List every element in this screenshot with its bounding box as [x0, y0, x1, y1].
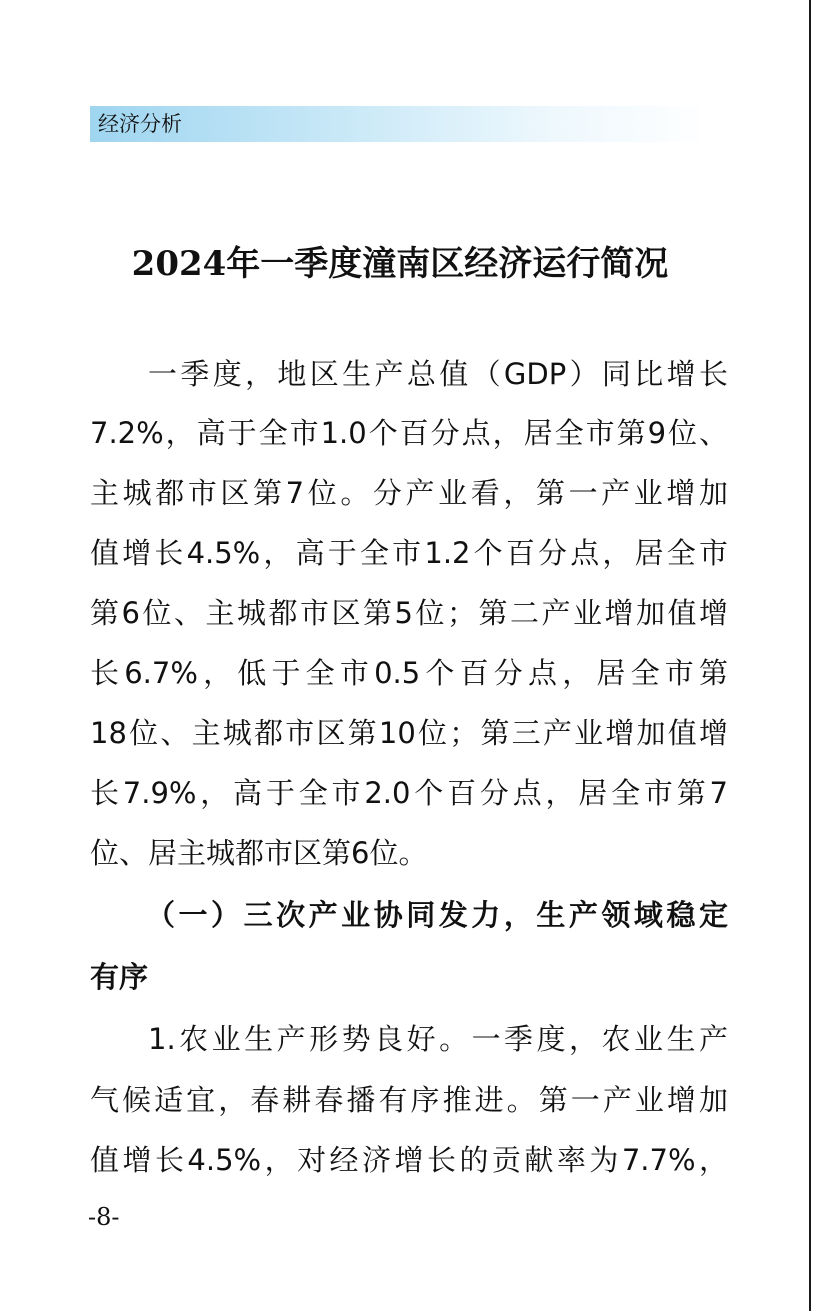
text-line: 值增长4.5%，对经济增长的贡献率为7.7%， [90, 1143, 728, 1177]
section-header-band [90, 106, 710, 142]
page-number: -8- [88, 1203, 120, 1231]
article-title: 2024年一季度潼南区经济运行简况 [131, 244, 669, 284]
text-line: 7.2%，高于全市1.0个百分点，居全市第9位、 [90, 416, 728, 450]
text-line: 主城都市区第7位。分产业看，第一产业增加 [90, 476, 728, 510]
text-line: 1.农业生产形势良好。一季度，农业生产 [148, 1022, 728, 1056]
text-line: 一季度，地区生产总值（GDP）同比增长 [148, 357, 728, 391]
text-line: 第6位、主城都市区第5位；第二产业增加值增 [90, 596, 728, 630]
text-line: 18位、主城都市区第10位；第三产业增加值增 [90, 716, 728, 750]
text-line: 长6.7%，低于全市0.5个百分点，居全市第 [90, 656, 728, 690]
text-line: 气候适宜，春耕春播有序推进。第一产业增加 [90, 1083, 728, 1117]
text-line: 位、居主城都市区第6位。 [90, 836, 428, 870]
subheading-line: （一）三次产业协同发力，生产领域稳定 [146, 898, 728, 932]
text-line: 长7.9%，高于全市2.0个百分点，居全市第7 [90, 776, 728, 810]
section-label: 经济分析 [98, 112, 182, 136]
page-edge-rule [809, 0, 811, 1311]
text-line: 值增长4.5%，高于全市1.2个百分点，居全市 [90, 536, 728, 570]
subheading-line: 有序 [90, 960, 149, 994]
